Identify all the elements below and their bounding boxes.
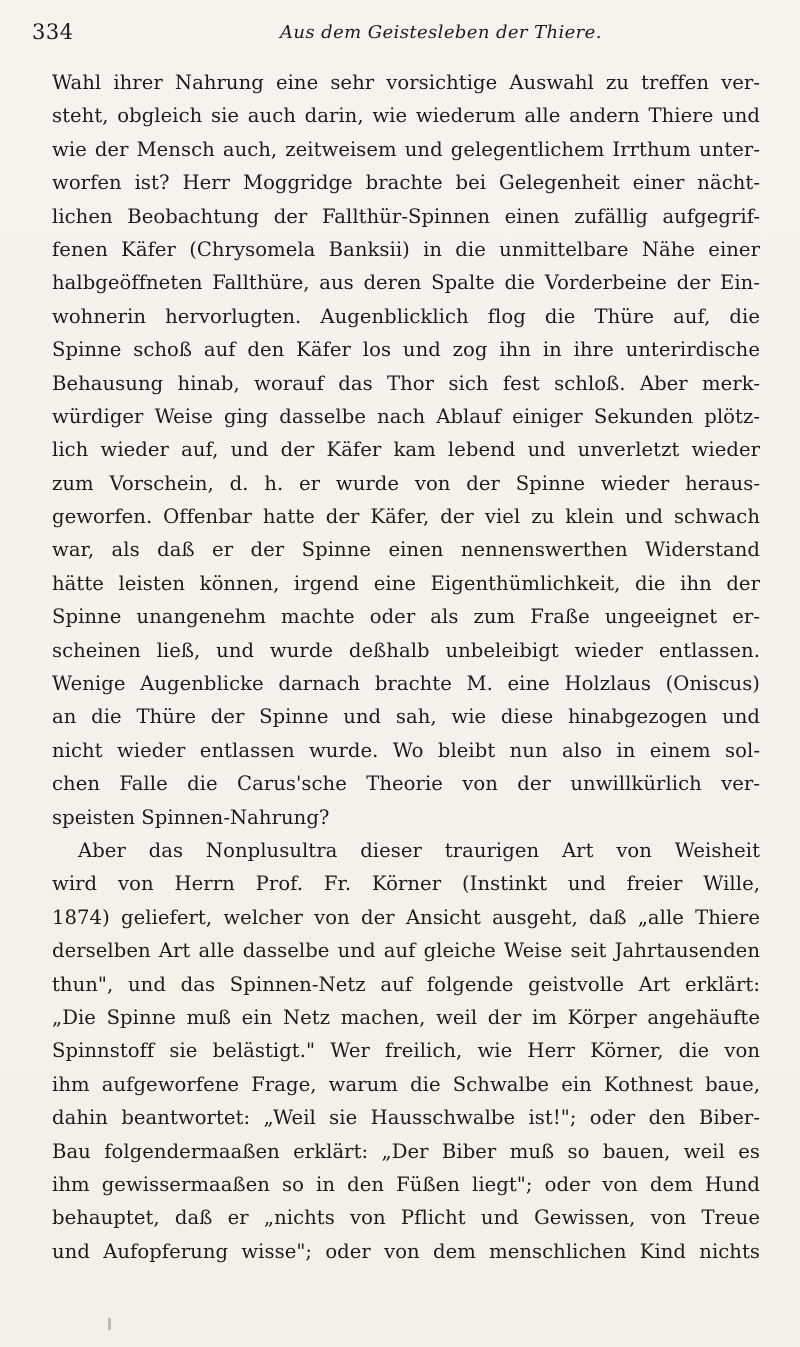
text-line: wohnerin hervorlugten. Augenblicklich flog die Thüre auf, die xyxy=(52,304,760,328)
text-line: halbgeöffneten Fallthüre, aus deren Spalte die Vorderbeine der Ein- xyxy=(52,271,760,295)
text-line: wie der Mensch auch, zeitweisem und gelegentlichem Irrthum unter- xyxy=(52,137,760,161)
text-line: Wenige Augenblicke darnach brachte M. eine Holzlaus (Oniscus) xyxy=(52,672,760,696)
text-line: Bau folgendermaaßen erklärt: „Der Biber muß so bauen, weil es xyxy=(52,1139,760,1163)
text-line: derselben Art alle dasselbe und auf gleiche Weise seit Jahrtausenden xyxy=(52,939,760,963)
text-line: geworfen. Offenbar hatte der Käfer, der viel zu klein und schwach xyxy=(52,505,760,529)
text-line: behauptet, daß er „nichts von Pflicht und Gewissen, von Treue xyxy=(52,1206,760,1230)
text-line: nicht wieder entlassen wurde. Wo bleibt nun also in einem sol- xyxy=(52,738,760,762)
text-line: ihm aufgeworfene Frage, warum die Schwalbe ein Kothnest baue, xyxy=(52,1072,760,1096)
text-line: lich wieder auf, und der Käfer kam lebend und unverletzt wieder xyxy=(52,438,760,462)
text-line: Spinnstoff sie belästigt." Wer freilich, wie Herr Körner, die von xyxy=(52,1039,760,1063)
text-line: wird von Herrn Prof. Fr. Körner (Instinkt und freier Wille, xyxy=(52,872,760,896)
text-line: ihm gewissermaaßen so in den Füßen liegt"; oder von dem Hund xyxy=(52,1172,760,1196)
text-line: zum Vorschein, d. h. er wurde von der Spinne wieder heraus- xyxy=(52,471,760,495)
text-line: fenen Käfer (Chrysomela Banksii) in die unmittelbare Nähe einer xyxy=(52,237,760,261)
text-line: würdiger Weise ging dasselbe nach Ablauf einiger Sekunden plötz- xyxy=(52,404,760,428)
text-line: speisten Spinnen-Nahrung? xyxy=(52,805,330,829)
text-line: war, als daß er der Spinne einen nennenswerthen Widerstand xyxy=(52,538,760,562)
text-line: Aber das Nonplusultra dieser traurigen Art von Weisheit xyxy=(78,838,760,862)
text-line: Spinne schoß auf den Käfer los und zog ihn in ihre unterirdische xyxy=(52,338,760,362)
text-line: Spinne unangenehm machte oder als zum Fraße ungeeignet er- xyxy=(52,605,760,629)
text-line: chen Falle die Carus'sche Theorie von der unwillkürlich ver- xyxy=(52,772,760,796)
text-line: „Die Spinne muß ein Netz machen, weil der im Körper angehäufte xyxy=(52,1005,760,1029)
text-line: und Aufopferung wisse"; oder von dem menschlichen Kind nichts xyxy=(52,1239,760,1263)
page-number: 334 xyxy=(32,20,74,44)
text-line: dahin beantwortet: „Weil sie Hausschwalbe ist!"; oder den Biber- xyxy=(52,1106,760,1130)
running-head-title: Aus dem Geistesleben der Thiere. xyxy=(280,22,602,43)
text-line: thun", und das Spinnen-Netz auf folgende geistvolle Art erklärt: xyxy=(52,972,760,996)
body-text xyxy=(52,66,760,1268)
text-line: an die Thüre der Spinne und sah, wie diese hinabgezogen und xyxy=(52,705,760,729)
text-line: Wahl ihrer Nahrung eine sehr vorsichtige Auswahl zu treffen ver- xyxy=(52,71,760,94)
text-line: lichen Beobachtung der Fallthür-Spinnen einen zufällig aufgegrif- xyxy=(52,204,760,228)
text-line: Behausung hinab, worauf das Thor sich fest schloß. Aber merk- xyxy=(52,371,760,395)
running-head xyxy=(32,14,792,54)
text-line: 1874) geliefert, welcher von der Ansicht ausgeht, daß „alle Thiere xyxy=(52,905,760,929)
text-line: hätte leisten können, irgend eine Eigenthümlichkeit, die ihn der xyxy=(52,571,760,595)
text-line: steht, obgleich sie auch darin, wie wiederum alle andern Thiere und xyxy=(52,104,760,128)
text-line: scheinen ließ, und wurde deßhalb unbeleibigt wieder entlassen. xyxy=(52,638,760,662)
print-smudge xyxy=(108,1318,111,1330)
text-line: worfen ist? Herr Moggridge brachte bei Gelegenheit einer nächt- xyxy=(52,171,760,195)
